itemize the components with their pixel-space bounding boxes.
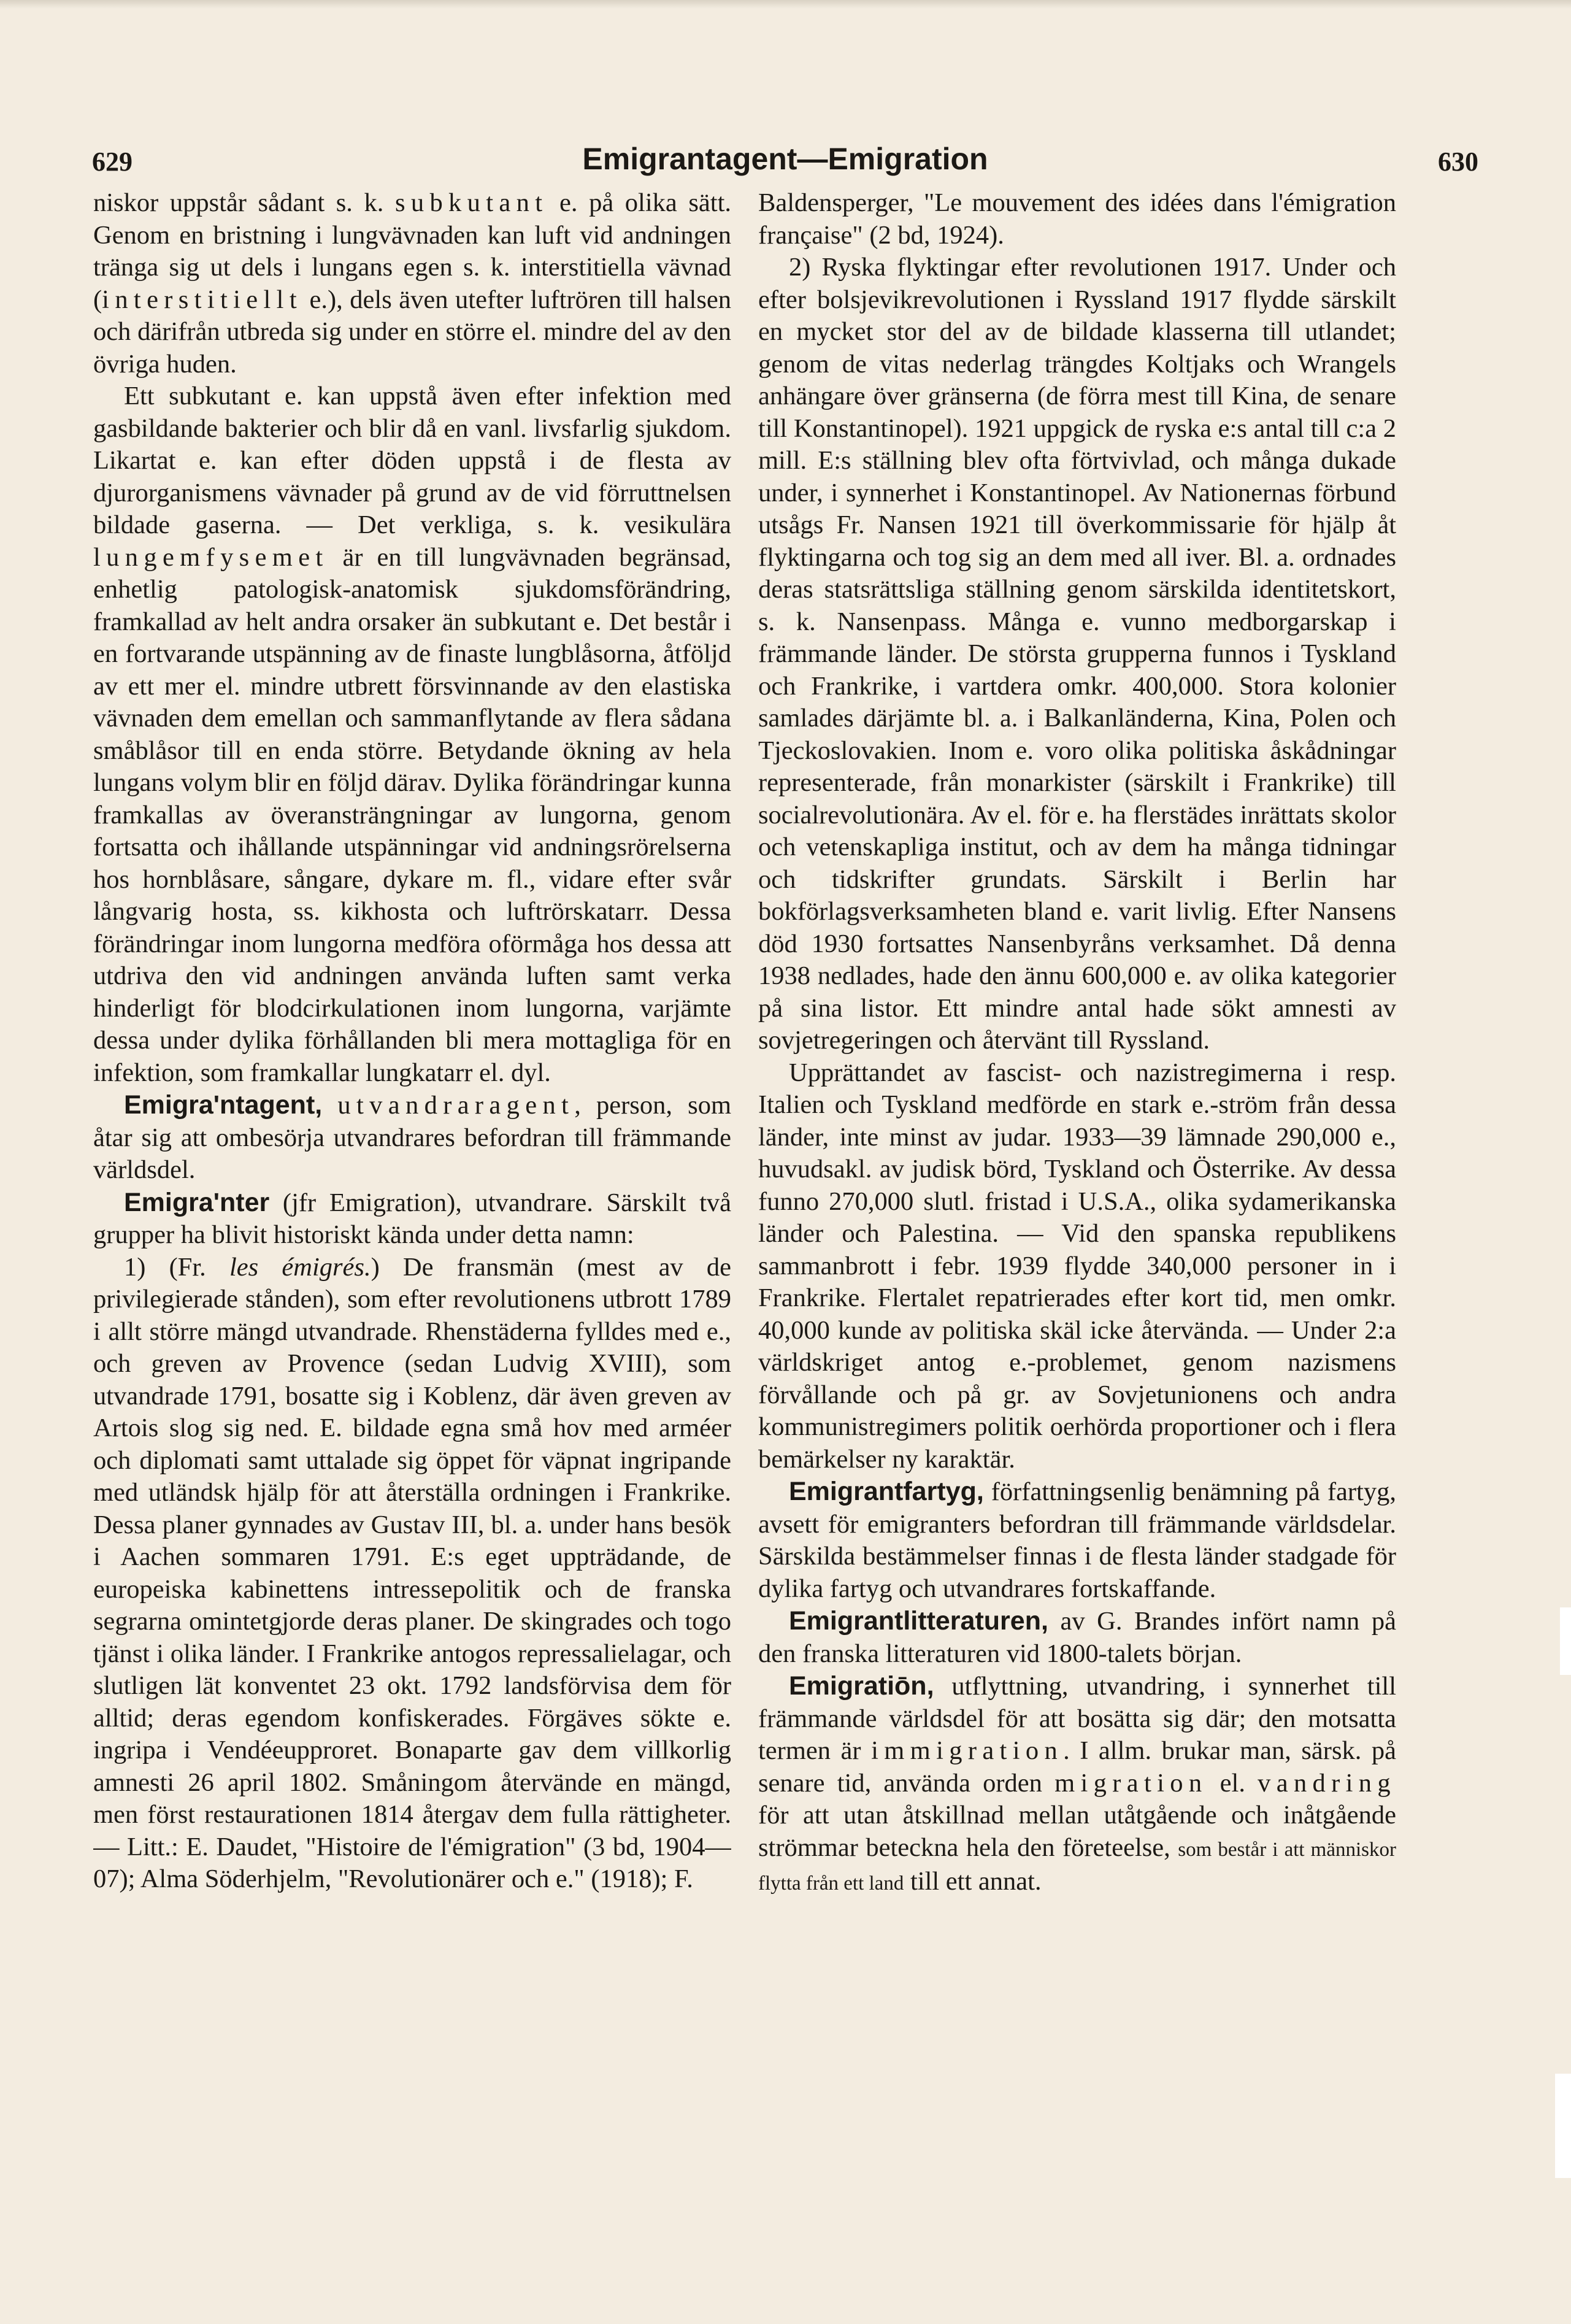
page-number-left: 629 (92, 147, 133, 177)
paper-edge-damage (1560, 1607, 1571, 1675)
entry-emigrantfartyg: Emigrantfartyg, författningsenlig benämning på fartyg, avsett för emigranters befordran till främmande världsdelar. Särskilda bestämmelser finnas i de flesta länder stadgade för dylika fartyg och utvandrares fortskaffande. (758, 1477, 1396, 1603)
paragraph: 2) Ryska flyktingar efter revolutionen 1917. Under och efter bolsjevikrevolutionen i Ryssland 1917 flydde särskilt en mycket stor del av de bildade klasserna till utlandet; genom de vitas nederlag trängdes Koltjaks och Wrangels anhängare över gränserna (de förra mest till Kina, de senare till Konstantinopel). 1921 uppgick de ryska e:s antal till c:a 2 mill. E:s ställning blev ofta förtvivlad, och många dukade under, i synnerhet i Konstantinopel. Av Nationernas förbund utsågs Fr. Nansen 1921 till överkommissarie för hjälp åt flyktingarna och tog sig an dem med all iver. Bl. a. ordnades deras statsrättsliga ställning genom särskilda identitetskort, s. k. Nansenpass. Många e. vunno medborgarskap i främmande länder. De största grupperna funnos i Tyskland och Frankrike, i vartdera omkr. 400,000. Stora kolonier samlades därjämte bl. a. i Balkanländerna, Kina, Polen och Tjeckoslovakien. Inom e. voro olika politiska åskådningar representerade, från monarkister (särskilt i Frankrike) till socialrevolutionära. Av el. för e. ha flerstädes inrättats skolor och vetenskapliga institut, och av dem ha många tidningar och tidskrifter grundats. Särskilt i Berlin har bokförlagsverksamheten bland e. varit livlig. Efter Nansens död 1930 fortsattes Nansenbyråns verksamhet. Då denna 1938 nedlades, hade den ännu 600,000 e. av olika kategorier på sina listor. Ett mindre antal hade sökt amnesti av sovjetregeringen och återvänt till Ryssland. (758, 253, 1396, 1055)
right-column (758, 187, 1396, 2261)
paragraph: Upprättandet av fascist- och nazistregimerna i resp. Italien och Tyskland medförde en stark e.-ström från dessa länder, inte minst av judar. 1933—39 lämnade 290,000 e., huvudsakl. av judisk börd, Tyskland och Österrike. Av dessa funno 270,000 slutl. fristad i U.S.A., olika sydamerikanska länder och Palestina. — Vid den spanska republikens sammanbrott i febr. 1939 flydde 340,000 personer in i Frankrike. Flertalet repatrierades efter kort tid, men omkr. 40,000 kunde av politiska skäl icke återvända. — Under 2:a världskriget antog e.-problemet, genom nazismens förvållande och på gr. av Sovjetunionens och andra kommunistregimers politik oerhörda proportioner och i flera bemärkelser ny karaktär. (758, 1058, 1396, 1474)
paragraph: 1) (Fr. les émigrés.) De fransmän (mest av de privilegierade stånden), som efter revolutionens utbrott 1789 i allt större mängd utvandrade. Rhenstäderna fylldes med e., och greven av Provence (sedan Ludvig XVIII), som utvandrade 1791, bosatte sig i Koblenz, där även greven av Artois slog sig ned. E. bildade egna små hov med arméer och diplomati samt uttalade sig öppet för väpnat ingripande med utländsk hjälp för att återställa ordningen i Frankrike. Dessa planer gynnades av Gustav III, bl. a. under hans besök i Aachen sommaren 1791. E:s eget uppträdande, de europeiska kabinettens intressepolitik och de franska segrarna omintetgjorde deras planer. De skingrades och togo tjänst i olika länder. I Frankrike antogos repressalielagar, och slutligen lät konventet 23 okt. 1792 landsförvisa dem för alltid; deras egendom konfiskerades. Förgäves sökte e. ingripa i Vendéeupproret. Bonaparte gav dem villkorlig amnesti 26 april 1802. Småningom återvände en mängd, men först restaurationen 1814 återgav dem fulla rättigheter. — Litt.: E. Daudet, "Histoire de l'émigration" (3 bd, 1904—07); Alma Söderhjelm, "Revolutionärer och e." (1918); F. (93, 1252, 731, 1893)
entry-emigrantlitteraturen: Emigrantlitteraturen, av G. Brandes infört namn på den franska litteraturen vid 1800-talets början. (758, 1606, 1396, 1668)
headword: Emigrantfartyg, (789, 1477, 984, 1506)
entry-emigrantagent: Emigra'ntagent, utvandraragent, person, som åtar sig att ombesörja utvandrares befordran till främmande världsdel. (93, 1090, 731, 1184)
left-column (93, 187, 731, 2261)
entry-emigranter: Emigra'nter (jfr Emigration), utvandrare. Särskilt två grupper ha blivit historiskt kända under detta namn: (93, 1187, 731, 1249)
running-title: Emigrantagent—Emigration (582, 142, 988, 176)
paragraph: niskor uppstår sådant s. k. subkutant e. på olika sätt. Genom en bristning i lungvävnaden kan luft vid andningen tränga sig ut dels i lungans egen s. k. interstitiella vävnad (interstitiellt e.), dels även utefter luftrören till halsen och därifrån utbreda sig under en större el. mindre del av den övriga huden. (93, 188, 731, 379)
entry-emigration: Emigratiōn, utflyttning, utvandring, i synnerhet till främmande världsdel för att bosätta sig där; den motsatta termen är immigration. I allm. brukar man, särsk. på senare tid, använda orden migration el. vandring för att utan åtskillnad mellan utåtgående och inåtgående strömmar beteckna hela den företeelse, som består i att människor flytta från ett land till ett annat. (758, 1671, 1396, 1896)
running-header (92, 141, 1478, 184)
paper-edge-damage (1555, 2074, 1571, 2178)
headword: Emigratiōn, (789, 1671, 934, 1701)
paragraph: Ett subkutant e. kan uppstå även efter infektion med gasbildande bakterier och blir då en vanl. livsfarlig sjukdom. Likartat e. kan efter döden uppstå i de flesta av djurorganismens vävnader på grund av de vid förruttnelsen bildade gaserna. — Det verkliga, s. k. vesikulära lungemfysemet är en till lungvävnaden begränsad, enhetlig patologisk-anatomisk sjukdomsförändring, framkallad av helt andra orsaker än subkutant e. Det består i en fortvarande utspänning av de finaste lungblåsorna, åtföljd av ett mer el. mindre utbrett försvinnande av den elastiska vävnaden dem emellan och sammanflytande av flera sådana småblåsor till en enda större. Betydande ökning av hela lungans volym blir en följd därav. Dylika förändringar kunna framkallas av överansträngningar av lungorna, genom fortsatta och ihållande utspänningar vid andningsrörelserna hos hornblåsare, sångare, dykare m. fl., vidare efter svår långvarig hosta, ss. kikhosta och luftrörskatarr. Dessa förändringar inom lungorna medföra oförmåga hos dessa att utdriva den vid andningen använda luften samt verka hinderligt för blodcirkulationen inom lungorna, varjämte dessa under dylika förhållanden bli mera mottagliga för en infektion, som framkallar lungkatarr el. dyl. (93, 382, 731, 1087)
page-number-right: 630 (1438, 147, 1478, 177)
headword: Emigra'ntagent, (124, 1090, 323, 1120)
headword: Emigra'nter (124, 1187, 270, 1217)
page-top-edge (0, 0, 1571, 9)
headword: Emigrantlitteraturen, (789, 1606, 1048, 1636)
paragraph: Baldensperger, "Le mouvement des idées dans l'émigration française" (2 bd, 1924). (758, 188, 1396, 250)
